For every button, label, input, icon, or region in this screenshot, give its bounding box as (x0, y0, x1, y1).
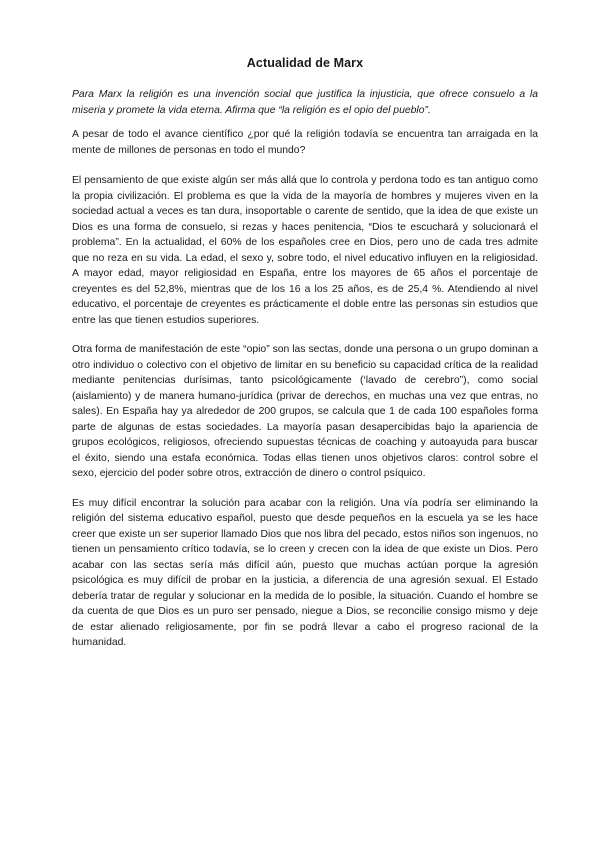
body-paragraph-2: Otra forma de manifestación de este “opio” son las sectas, donde una persona o un grupo dominan a otro individuo o colectivo con el objetivo de limitar en su beneficio su capacidad crítica de la realidad mediante penitencias durísimas, tanto psicológicamente (‘lavado de cerebro”), como social (aislamiento) y de manera humano-jurídica (privar de derechos, en muchas una vez que entras, no sales). En España hay ya alrededor de 200 grupos, se calcula que 1 de cada 100 españoles forma parte de algunas de estas sociedades. La mayoría pasan desapercibidas bajo la apariencia de grupos ecológicos, religiosos, ofreciendo supuestas técnicas de coaching y autoayuda para buscar el éxito, siendo una estafa económica. Todas ellas tienen unos objetivos claros: control sobre el sexo, ejercicio del poder sobre otros, extracción de dinero o control psíquico. (72, 344, 538, 479)
body-paragraph-1: El pensamiento de que existe algún ser más allá que lo controla y perdona todo es tan antiguo como la propia civilización. El problema es que la vida de la mayoría de hombres y mujeres viven en la sociedad actual a veces es tan dura, insoportable o carente de sentido, que la idea de que existe un Dios es una forma de consuelo, si rezas y haces penitencia, “Dios te escuchará y solucionará el problema”. En la actualidad, el 60% de los españoles cree en Dios, pero uno de cada tres admite que no reza en su vida. La edad, el sexo y, sobre todo, el nivel educativo influyen en la religiosidad. A mayor edad, mayor religiosidad en España, entre los mayores de 65 años el porcentaje de creyentes es del 52,8%, mientras que de los 16 a los 25 años, es de 25,4 %. Atendiendo al nivel educativo, el porcentaje de creyentes es prácticamente el doble entre las personas sin estudios que entre las que tienen estudios superiores. (72, 175, 538, 326)
body-paragraph-3: Es muy difícil encontrar la solución para acabar con la religión. Una vía podría ser eliminando la religión del sistema educativo español, puesto que desde pequeños en la escuela ya se les hace creer que existe un ser superior llamado Dios que nos libra del pecado, estos niños son ingenuos, no tienen un pensamiento crítico todavía, se lo creen y crecen con la idea de que existe un Dios. Pero acabar con las sectas sería más difícil aún, puesto que muchas actúan porque la agresión psicológica es muy difícil de probar en la justicia, a diferencia de una agresión sexual. El Estado debería tratar de regular y solucionar en la medida de lo posible, la situación. Cuando el hombre se da cuenta de que Dios es un puro ser pensado, niegue a Dios, se reconcilie consigo mismo y deje de estar alienado religiosamente, por fin se podrá llevar a cabo el progreso racional de la humanidad. (72, 497, 538, 648)
document-title: Actualidad de Marx (246, 56, 364, 70)
question-paragraph: A pesar de todo el avance científico ¿por qué la religión todavía se encuentra tan arraigada en la mente de millones de personas en todo el mundo? (72, 129, 538, 156)
document-page (72, 56, 538, 665)
intro-paragraph: Para Marx la religión es una invención social que justifica la injusticia, que ofrece consuelo a la miseria y promete la vida eterna. Afirma que “la religión es el opio del pueblo”. (72, 89, 538, 116)
